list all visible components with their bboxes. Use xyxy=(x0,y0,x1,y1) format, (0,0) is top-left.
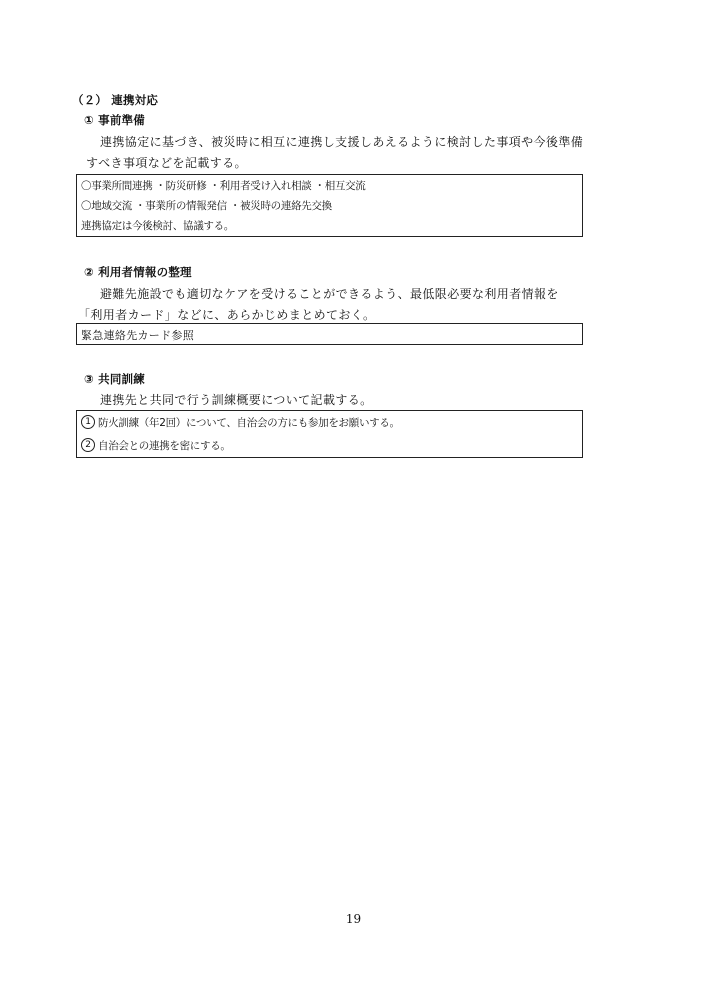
box-1-line-2: 〇地域交流 ・事業所の情報発信 ・被災時の連絡先交換 xyxy=(81,200,332,212)
box-3-item-2-text: 自治会との連携を密にする。 xyxy=(98,440,231,452)
circled-number-1: 1 xyxy=(81,415,95,429)
subsection-1-description-line1: 連携協定に基づき、被災時に相互に連携し支援しあえるように検討した事項や今後準備 xyxy=(100,135,584,149)
subsection-1-heading xyxy=(84,112,145,128)
subsection-2-number: ② xyxy=(84,265,94,279)
subsection-2-description-line2: 「利用者カード」などに、あらかじめまとめておく。 xyxy=(78,308,376,322)
subsection-2-box xyxy=(76,323,583,345)
subsection-3-heading xyxy=(84,371,145,387)
subsection-2-heading xyxy=(84,264,192,280)
box-1-line-1: 〇事業所間連携 ・防災研修 ・利用者受け入れ相談 ・相互交流 xyxy=(81,180,366,192)
subsection-2-title: 利用者情報の整理 xyxy=(98,265,192,279)
subsection-1-number: ① xyxy=(84,113,94,127)
subsection-3-title: 共同訓練 xyxy=(98,372,145,386)
subsection-1-description-line2: すべき事項などを記載する。 xyxy=(86,156,247,170)
page-number: 19 xyxy=(345,912,362,926)
box-3-item-1 xyxy=(81,415,400,430)
box-2-line-1: 緊急連絡先カード参照 xyxy=(81,329,194,342)
box-3-item-2 xyxy=(81,438,231,453)
subsection-3-number: ③ xyxy=(84,372,94,386)
box-3-item-1-text: 防火訓練（年2回）について、自治会の方にも参加をお願いする。 xyxy=(98,417,400,429)
box-1-line-3: 連携協定は今後検討、協議する。 xyxy=(81,220,234,232)
subsection-1-title: 事前準備 xyxy=(98,113,145,127)
subsection-3-box xyxy=(76,410,583,458)
section-title: （２） 連携対応 xyxy=(72,93,159,107)
subsection-2-description-line1: 避難先施設でも適切なケアを受けることができるよう、最低限必要な利用者情報を xyxy=(100,287,559,301)
circled-number-2: 2 xyxy=(81,438,95,452)
subsection-3-description-line1: 連携先と共同で行う訓練概要について記載する。 xyxy=(100,393,373,407)
subsection-1-box xyxy=(76,174,583,237)
